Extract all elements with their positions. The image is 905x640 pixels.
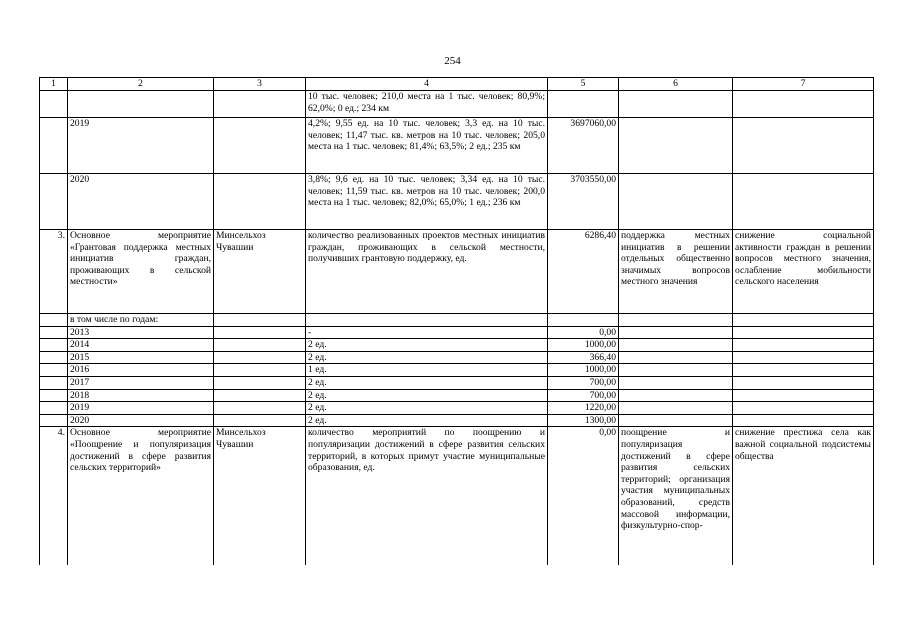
event-amount: 6286,40	[548, 230, 619, 314]
event-result: поддержка местных инициатив в решении отдельных общественно значимых вопросов местного значения	[619, 230, 733, 314]
event-amount: 0,00	[548, 427, 619, 565]
year-value: 2 ед.	[306, 351, 548, 364]
year-row	[40, 326, 874, 339]
by-years-row	[40, 314, 874, 327]
year-amount: 700,00	[548, 389, 619, 402]
year-row	[40, 389, 874, 402]
event-executor: Минсельхоз Чувашии	[214, 427, 306, 565]
year-row	[40, 351, 874, 364]
column-header: 3	[214, 78, 306, 91]
year-cell: 2016	[68, 364, 214, 377]
indicator-cell: 3,8%; 9,6 ед. на 10 тыс. человек; 3,34 ед. на 10 тыс. человек; 11,59 тыс. кв. метров на 10 тыс. человек; 200,0 места на 1 тыс. человек; 82,0%; 65,0%; 1 ед.; 236 км	[306, 174, 548, 230]
year-value: 2 ед.	[306, 376, 548, 389]
event-indicator: количество мероприятий по поощрению и популяризации достижений в сфере развития сельских территорий, в которых примут участие муниципальные образования, ед.	[306, 427, 548, 565]
indicator-cell: 10 тыс. человек; 210,0 места на 1 тыс. человек; 80,9%; 62,0%; 0 ед.; 234 км	[306, 91, 548, 118]
program-table	[39, 77, 874, 565]
table-row	[40, 91, 874, 118]
year-row	[40, 364, 874, 377]
year-cell: 2013	[68, 326, 214, 339]
page-number: 254	[444, 55, 461, 67]
year-cell: 2017	[68, 376, 214, 389]
year-amount: 366,40	[548, 351, 619, 364]
year-value: 2 ед.	[306, 389, 548, 402]
year-cell: 2020	[68, 414, 214, 427]
year-cell: 2015	[68, 351, 214, 364]
amount-cell: 3703550,00	[548, 174, 619, 230]
year-cell: 2019	[68, 402, 214, 415]
year-cell: 2020	[68, 174, 214, 230]
year-amount: 0,00	[548, 326, 619, 339]
year-cell: 2018	[68, 389, 214, 402]
column-header: 2	[68, 78, 214, 91]
event-indicator: количество реализованных проектов местных инициатив граждан, проживающих в сельской местности, получивших грантовую поддержку, ед.	[306, 230, 548, 314]
year-row	[40, 339, 874, 352]
event-result: поощрение и популяризация достижений в сфере развития сельских территорий; организация участия муниципальных образований, средств массовой информации, физкультурно-спор-	[619, 427, 733, 565]
amount-cell	[548, 91, 619, 118]
column-header: 4	[306, 78, 548, 91]
by-years-label: в том числе по годам:	[68, 314, 214, 327]
event-row	[40, 230, 874, 314]
year-row	[40, 414, 874, 427]
column-header: 5	[548, 78, 619, 91]
year-amount: 1000,00	[548, 339, 619, 352]
year-amount: 1000,00	[548, 364, 619, 377]
year-value: 2 ед.	[306, 414, 548, 427]
year-cell	[68, 91, 214, 118]
column-header: 1	[40, 78, 68, 91]
year-row	[40, 376, 874, 389]
year-amount: 700,00	[548, 376, 619, 389]
event-row	[40, 427, 874, 565]
column-number-row	[40, 78, 874, 91]
event-name: Основное мероприятие «Грантовая поддержка местных инициатив граждан, проживающих в сельской местности»	[68, 230, 214, 314]
event-risk: снижение престижа села как важной социальной подсистемы общества	[733, 427, 874, 565]
year-value: 1 ед.	[306, 364, 548, 377]
year-row	[40, 402, 874, 415]
event-risk: снижение социальной активности граждан в решении вопросов местного значения, ослабление мобильности сельского населения	[733, 230, 874, 314]
event-executor: Минсельхоз Чувашии	[214, 230, 306, 314]
column-header: 6	[619, 78, 733, 91]
event-number: 4.	[40, 427, 68, 565]
year-amount: 1220,00	[548, 402, 619, 415]
indicator-cell: 4,2%; 9,55 ед. на 10 тыс. человек; 3,3 ед. на 10 тыс. человек; 11,47 тыс. кв. метров на 10 тыс. человек; 205,0 места на 1 тыс. человек; 81,4%; 63,5%; 2 ед.; 235 км	[306, 118, 548, 174]
year-cell: 2019	[68, 118, 214, 174]
year-cell: 2014	[68, 339, 214, 352]
table-row	[40, 118, 874, 174]
year-value: -	[306, 326, 548, 339]
year-amount: 1300,00	[548, 414, 619, 427]
amount-cell: 3697060,00	[548, 118, 619, 174]
table-row	[40, 174, 874, 230]
column-header: 7	[733, 78, 874, 91]
event-number: 3.	[40, 230, 68, 314]
year-value: 2 ед.	[306, 402, 548, 415]
year-value: 2 ед.	[306, 339, 548, 352]
event-name: Основное мероприятие «Поощрение и популяризация достижений в сфере развития сельских территорий»	[68, 427, 214, 565]
